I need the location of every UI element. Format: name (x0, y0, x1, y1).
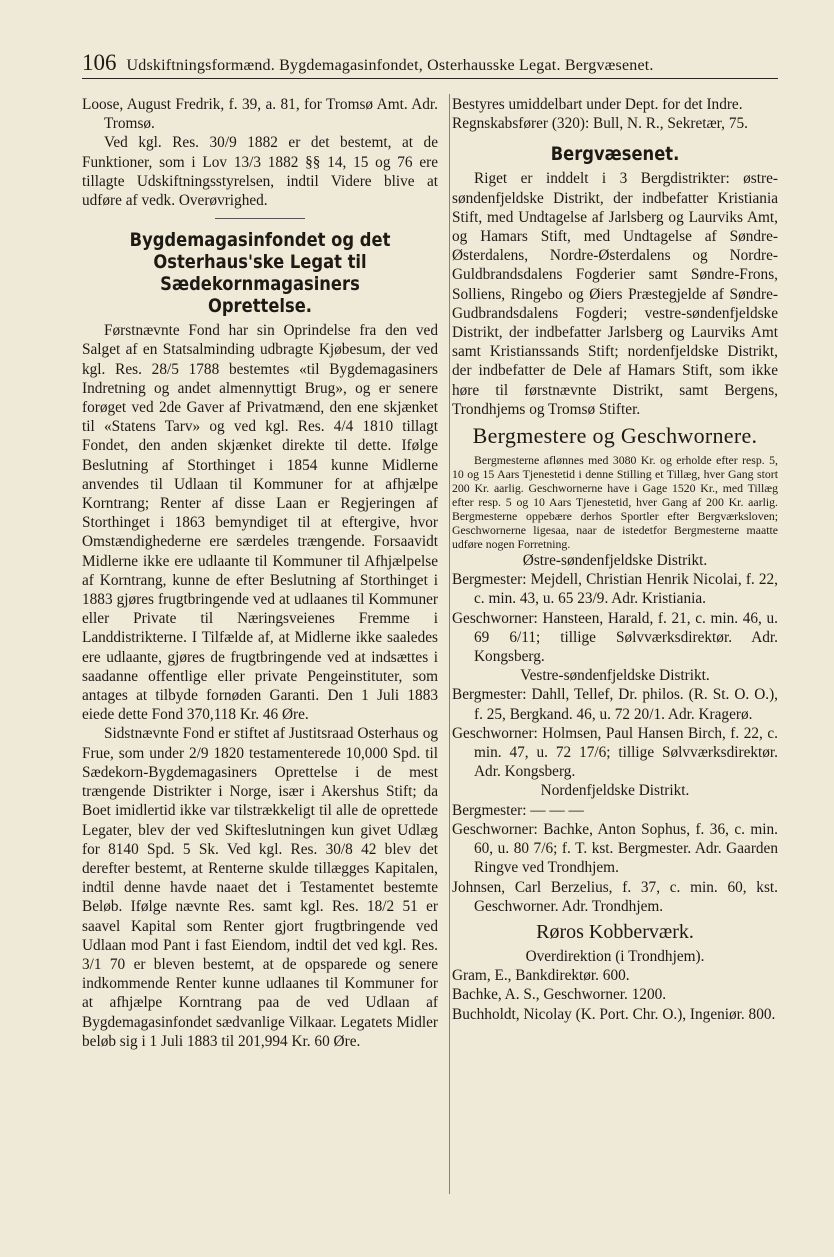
paragraph-fond-origin: Førstnævnte Fond har sin Oprindelse fra den ved Salget af en Statsalminding udbragte Kjøbesum, der ved kgl. Res. 28/5 1788 bestemtes «til Bygdemagasiners Indretning og andet almennyttigt Brug», og er senere forøget ved 2de Gaver af Privatmænd, den ene skjænket til «Statens Tarv» og ved kgl. Res. 4/4 1810 tillagt Fondet, den anden skjænket direkte til dette. Ifølge Beslutning af Storthinget i 1854 kunne Midlerne anvendes til Udlaan til Kommuner for at afhjælpe Korntrang; Renter af disse Laan er Regjeringen af Storthinget i 1863 bemyndiget til at eftergive, hvor Omstændighederne ere særdeles trængende. Forsaavidt Midlerne ikke ere udlaante til Kommuner til Afhjælpelse af Korntrang, kunne de efter Beslutning af Storthinget i 1883 gjøres frugtbringende ved at udlaanes til Kommuner eller Private til Næringsveienes Fremme i Landdistrikterne. I Tilfælde af, at Midlerne ikke saaledes ere udlaante, gjøres de frugtbringende ved at indsættes i saadanne offentlige eller private Pengeinstituter, som antages at tilbyde fornøden Garanti. Den 1 Juli 1883 eiede dette Fond 370,118 Kr. 46 Øre. (82, 322, 438, 724)
entry-bergmester-vacant: Bergmester: — — — (452, 801, 584, 819)
section-heading-bergvaesenet: Bergvæsenet. (550, 143, 680, 166)
entry-buchholdt: Buchholdt, Nicolay (K. Port. Chr. O.), Ingeniør. 800. (452, 1005, 776, 1023)
section-rule (215, 218, 305, 219)
running-title: Udskiftningsformænd. Bygdemagasinfondet, Osterhausske Legat. Bergvæsenet. (126, 57, 654, 74)
district-heading-ostre: Østre-søndenfjeldske Distrikt. (522, 552, 708, 570)
overdirektion-heading: Overdirektion (i Trondhjem). (525, 947, 705, 965)
paragraph-ved-kgl-res: Ved kgl. Res. 30/9 1882 er det bestemt, at de Funktioner, som i Lov 13/3 1882 §§ 14, 15 og 76 ere tillagte Udskiftningsstyrelsen, indtil Videre blive at udføre af vedk. Overøvrighed. (82, 134, 438, 210)
entry-gram: Gram, E., Bankdirektør. 600. (452, 967, 630, 985)
running-header (82, 50, 774, 76)
entry-bergmester-mejdell: Bergmester: Mejdell, Christian Henrik Nicolai, f. 22, c. min. 43, u. 65 23/9. Adr. Kristiania. (452, 571, 778, 608)
column-divider (449, 94, 450, 1194)
district-heading-vestre: Vestre-søndenfjeldske Distrikt. (520, 667, 710, 685)
paragraph-bestyres: Bestyres umiddelbart under Dept. for det Indre. (452, 96, 743, 113)
paragraph-osterhaus-legat: Sidstnævnte Fond er stiftet af Justitsraad Osterhaus og Frue, som under 2/9 1820 testamenterede 10,000 Spd. til Sædekorn-Bygdemagasiners Oprettelse i de mest trængende Distrikter i Norge, især i Akershus Stift; da Boet imidlertid ikke var tilstrækkeligt til alle de oprettede Legater, blev der ved Skifteslutningen kun givet Udlæg for 8140 Spd. 5 Sk. Ved kgl. Res. 30/8 42 blev det derefter bestemt, at Renterne skulde tillægges Kapitalen, indtil denne havde naaet det i Testamentet bestemte Beløb. Ifølge nævnte Res. samt kgl. Res. 18/2 51 er saavel Kapital som Renter gjort frugtbringende ved Udlaan mod Pant i fast Eiendom, indtil det ved kgl. Res. 3/1 70 er bleven bestemt, at de opsparede og senere indkommende Renter kunne udlaanes til Kommuner for at afhjælpe Korntrang paa de ved Udlaan af Bygdemagasinfondet sædvanlige Vilkaar. Legatets Midler beløb sig i 1 Juli 1883 til 201,994 Kr. 60 Øre. (82, 725, 438, 1050)
entry-bachke-as: Bachke, A. S., Geschworner. 1200. (452, 986, 667, 1004)
paragraph-bergdistrikter: Riget er inddelt i 3 Bergdistrikter: østre-søndenfjeldske Distrikt, der indbefatter Kristiania Stift, med Undtagelse af Jarlsberg og Laurviks Amt, og Hamars Stift, med Undtagelse af Søndre-Østerdalens, Nordre-Østerdalens og Nordre-Guldbrandsdalens Fogderier samt Søndre-Frons, Solliens, Ringebo og Øiers Præstegjelde af Søndre-Gudbrandsdalens Fogderi; vestre-søndenfjeldske Distrikt, der indbefatter Jarlsberg og Laurviks Amt samt Kristianssands Stift; nordenfjeldske Distrikt, der indbefatter de Dele af Hamars Stift, som ikke høre til førstnævnte Distrikt, samt Bergens, Trondhjems og Tromsø Stifter. (452, 170, 778, 418)
paragraph-aflonning: Bergmesterne aflønnes med 3080 Kr. og erholde efter resp. 5, 10 og 15 Aars Tjenestetid i denne Stilling et Tillæg, hver Gang stort 200 Kr. aarlig. Geschwornerne have i Gage 1520 Kr., med Tillæg efter resp. 5 og 10 Aars Tjenestetid, hver Gang af 200 Kr. aarlig. Bergmesterne oppebære derhos Sportler efter Bergværksloven; Geschwornerne ligesaa, naar de istedetfor Bergmesterne maatte udføre nogen Forretning. (452, 453, 778, 552)
entry-geschworner-holmsen: Geschworner: Holmsen, Paul Hansen Birch, f. 22, c. min. 47, u. 72 17/6; tillige Sølvværksdirektør. Adr. Kongsberg. (452, 724, 778, 781)
right-column (452, 95, 778, 1024)
section-heading-bergmestere: Bergmestere og Geschwornere. (472, 423, 758, 449)
section-heading-bygdemagasinfondet: Bygdemagasinfondet og det Osterhaus'ske Legat til Sædekornmagasiners Oprettelse. (129, 229, 391, 318)
entry-geschworner-bachke: Geschworner: Bachke, Anton Sophus, f. 36, c. min. 60, u. 80 7/6; f. T. kst. Bergmester. Adr. Gaarden Ringve ved Trondhjem. (452, 820, 778, 877)
page-number: 106 (82, 50, 117, 75)
section-heading-roros: Røros Kobberværk. (536, 920, 694, 943)
entry-bergmester-dahll: Bergmester: Dahll, Tellef, Dr. philos. (R. St. O. O.), f. 25, Bergkand. 46, u. 72 20/1. Adr. Kragerø. (452, 686, 778, 723)
paragraph-regnskabsforer: Regnskabsfører (320): Bull, N. R., Sekretær, 75. (452, 115, 748, 133)
header-rule (82, 78, 778, 79)
entry-geschworner-hansteen: Geschworner: Hansteen, Harald, f. 21, c. min. 46, u. 69 6/11; tillige Sølvværksdirektør. Adr. Kongsberg. (452, 609, 778, 666)
entry-johnsen: Johnsen, Carl Berzelius, f. 37, c. min. 60, kst. Geschworner. Adr. Trondhjem. (452, 878, 778, 915)
entry-loose: Loose, August Fredrik, f. 39, a. 81, for Tromsø Amt. Adr. Tromsø. (82, 96, 438, 133)
district-heading-nordenfjeldske: Nordenfjeldske Distrikt. (540, 782, 690, 800)
left-column (82, 95, 438, 1051)
